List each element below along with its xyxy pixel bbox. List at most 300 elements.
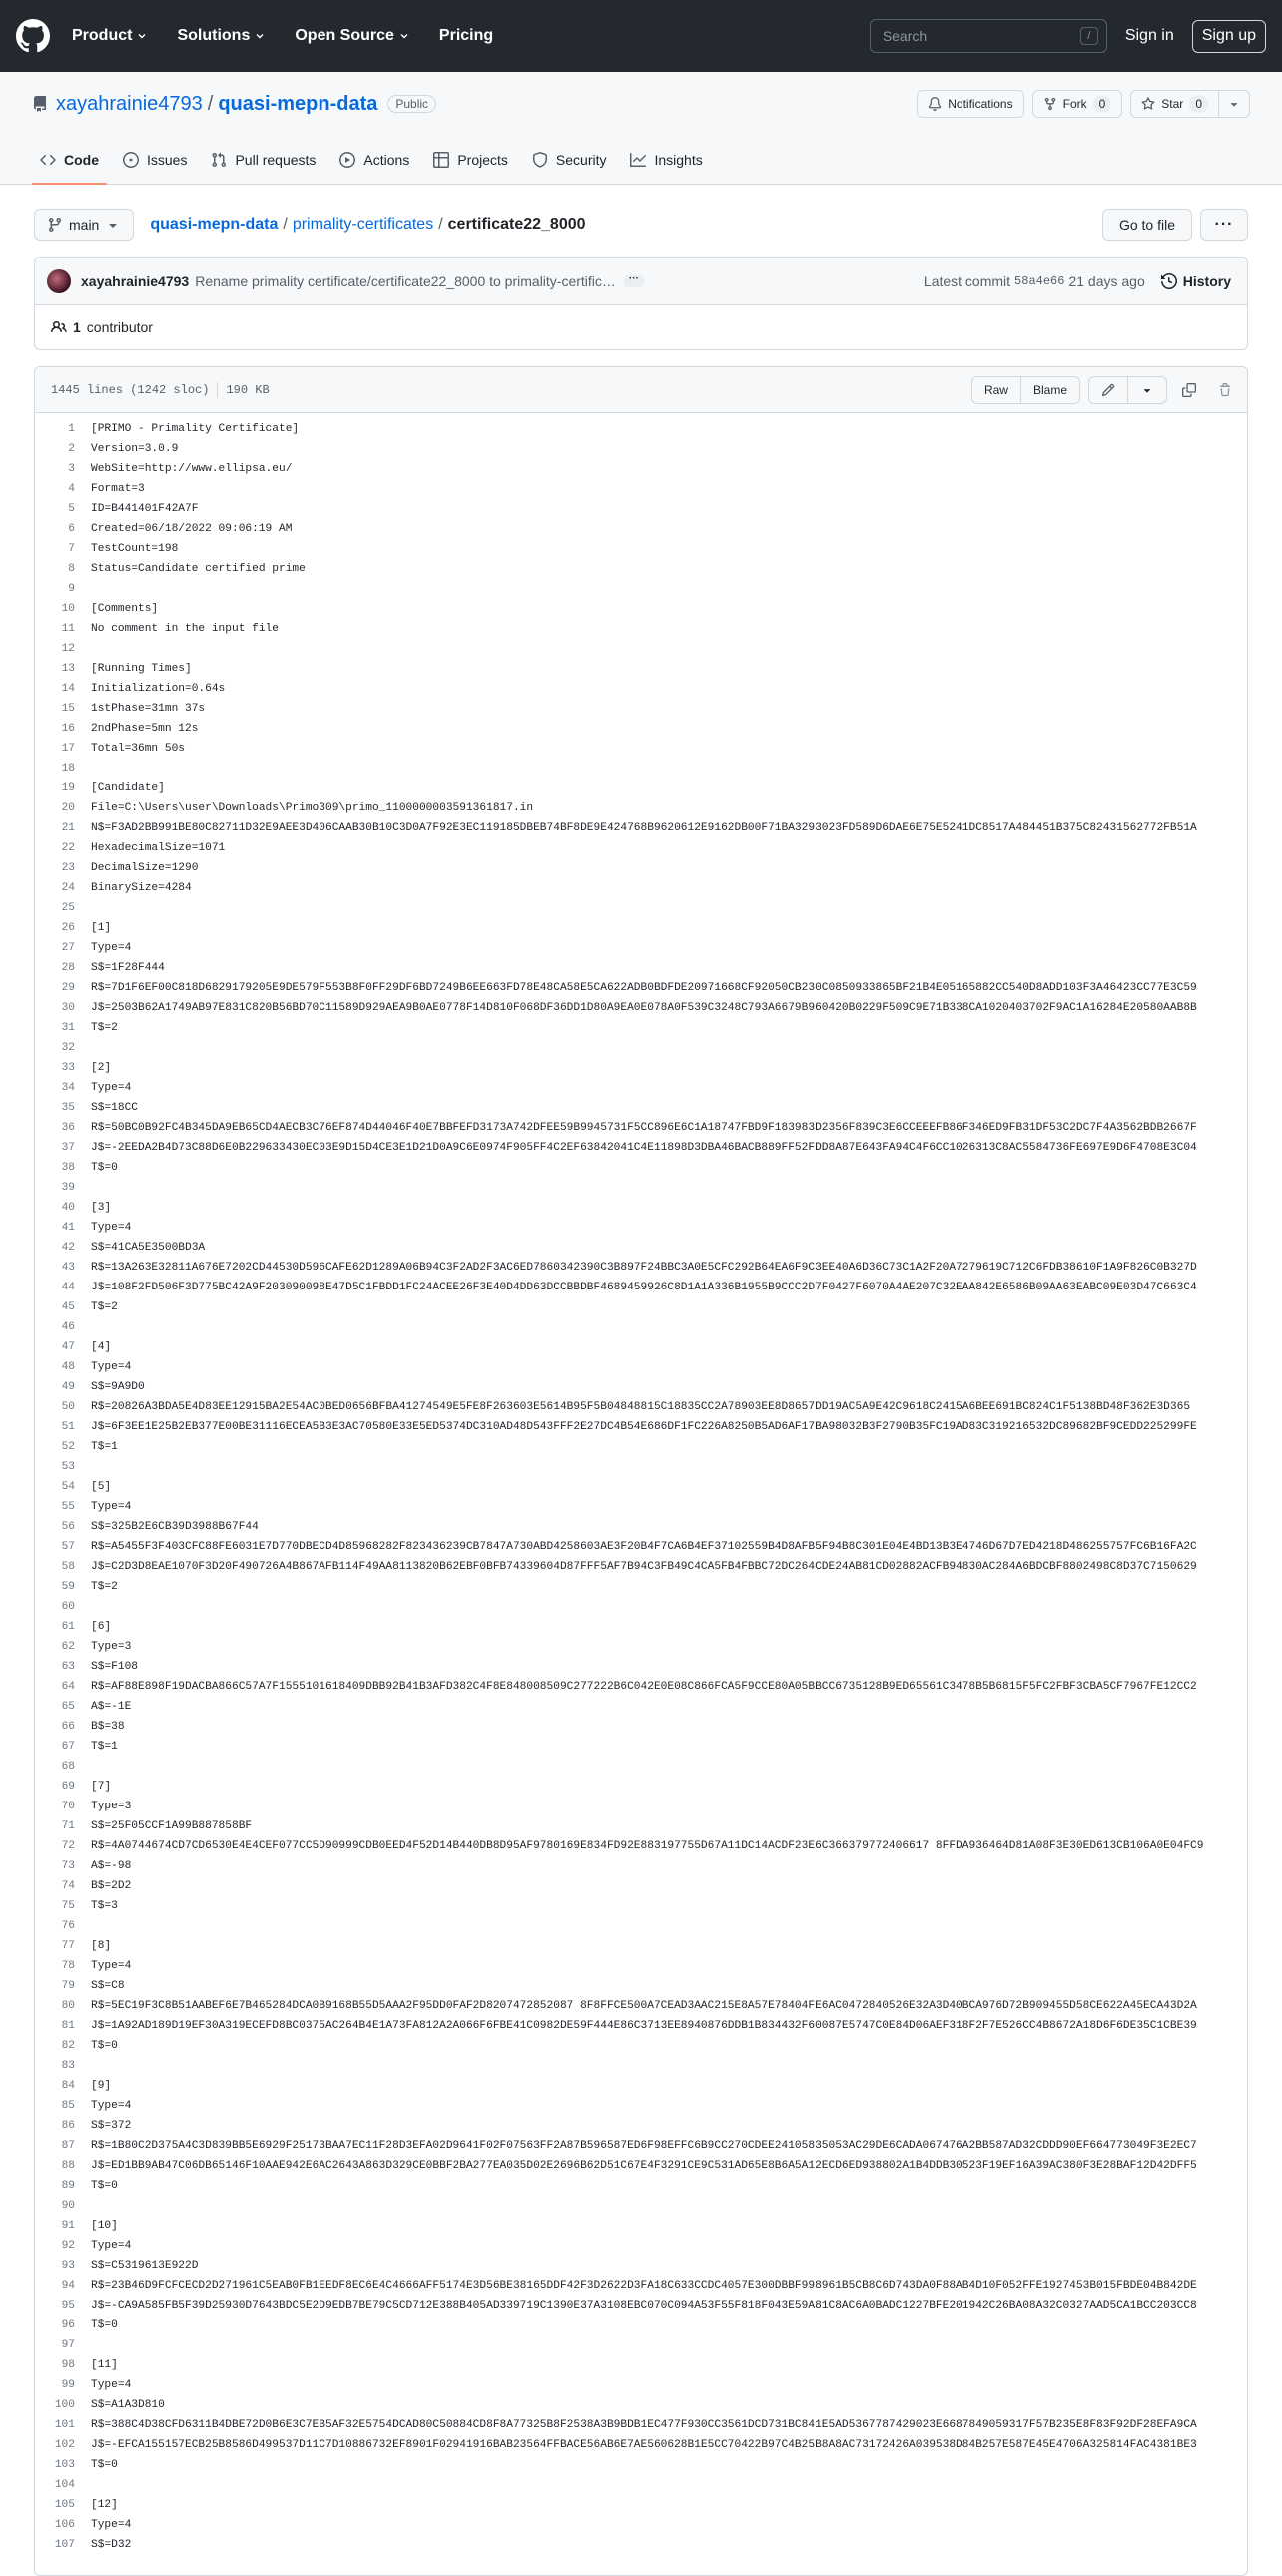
line-number[interactable]: 12 xyxy=(61,643,75,655)
code-line xyxy=(35,1617,1247,1637)
notifications-label: Notifications xyxy=(948,97,1013,111)
bell-icon xyxy=(928,97,942,111)
line-number[interactable]: 28 xyxy=(61,962,75,974)
shield-icon xyxy=(532,152,548,168)
line-content: HexadecimalSize=1071 xyxy=(91,842,226,854)
line-content: [10] xyxy=(91,2220,118,2232)
nav-pricing-label: Pricing xyxy=(438,27,494,44)
line-number[interactable]: 84 xyxy=(61,2080,75,2092)
code-line xyxy=(35,2435,1247,2455)
line-number[interactable]: 91 xyxy=(61,2220,75,2232)
line-content: R$=7D1F6EF00C818D6829179205E9DE579F553B8F0FF29DF6BD7249B6EE663FD78E48CA58E5CA622ADB0BDFDE20971668CF92050CB230C0850933865BF21B4E05165882CC540D8ADD103F3A46423CC77E3C59 xyxy=(91,982,1197,994)
line-content: S$=1F28F444 xyxy=(91,962,165,974)
code-line xyxy=(35,2216,1247,2236)
code-line xyxy=(35,2236,1247,2256)
code-line xyxy=(35,1577,1247,1597)
sign-in-link[interactable]: Sign in xyxy=(1124,27,1174,44)
tab-security[interactable] xyxy=(524,136,615,184)
branch-selector[interactable] xyxy=(34,209,134,241)
code-line xyxy=(35,1038,1247,1058)
line-number[interactable]: 1 xyxy=(68,423,75,435)
line-number[interactable]: 54 xyxy=(61,1481,75,1493)
code-line xyxy=(35,938,1247,958)
chevron-down-icon xyxy=(137,31,147,41)
line-content: B$=2D2 xyxy=(91,1880,132,1892)
line-number[interactable]: 85 xyxy=(61,2100,75,2112)
code-line xyxy=(35,1218,1247,1238)
code-line xyxy=(35,419,1247,439)
line-content: [3] xyxy=(91,1202,112,1214)
line-number[interactable]: 48 xyxy=(61,1361,75,1373)
line-content: T$=0 xyxy=(91,2459,118,2471)
nav-open-source-label: Open Source xyxy=(295,27,394,44)
line-number[interactable]: 15 xyxy=(61,703,75,715)
branch-icon xyxy=(47,217,63,233)
code-line xyxy=(35,459,1247,479)
star-button[interactable] xyxy=(1130,90,1219,118)
code-line xyxy=(35,759,1247,778)
star-dropdown-button[interactable] xyxy=(1219,90,1250,118)
line-content: J$=C2D3D8EAE1070F3D20F490726A4B867AFB114F49AA8113820B62EBF0BFB74339604D87FFF5AF7B94C3FB49C4CA5FB4FBBC72DC264CDE24AB81CD02882ACFB94830AC284A6BDCBF8802498C8D37C7150629 xyxy=(91,1561,1197,1573)
code-line xyxy=(35,2335,1247,2355)
line-number[interactable]: 90 xyxy=(61,2200,75,2212)
line-number[interactable]: 76 xyxy=(61,1920,75,1932)
line-number[interactable]: 21 xyxy=(61,822,75,834)
line-number[interactable]: 35 xyxy=(61,1102,75,1114)
code-line xyxy=(35,679,1247,699)
tab-actions[interactable] xyxy=(331,136,417,184)
line-number[interactable]: 47 xyxy=(61,1341,75,1353)
people-icon xyxy=(51,319,67,335)
line-content: R$=388C4D38CFD6311B4DBE72D0B6E3C7EB5AF32E5754DCAD80C50884CD8F8A77325B8F2538A3B9BDB1EC477F930CC3561DCD731BC841E5AD5367787429023E6687849059317F57B235E8F83F92DF28EFA9CA xyxy=(91,2419,1197,2431)
line-number[interactable]: 32 xyxy=(61,1042,75,1054)
line-number[interactable]: 34 xyxy=(61,1082,75,1094)
line-number[interactable]: 74 xyxy=(61,1880,75,1892)
line-content: S$=F108 xyxy=(91,1661,138,1673)
line-number[interactable]: 82 xyxy=(61,2040,75,2052)
line-number[interactable]: 11 xyxy=(61,623,75,635)
nav-solutions[interactable] xyxy=(177,27,265,45)
line-content: Created=06/18/2022 09:06:19 AM xyxy=(91,523,293,535)
triangle-down-icon xyxy=(1140,383,1154,397)
code-line xyxy=(35,439,1247,459)
line-number[interactable]: 69 xyxy=(61,1781,75,1793)
line-number[interactable]: 13 xyxy=(61,663,75,675)
code-line xyxy=(35,978,1247,998)
code-line xyxy=(35,918,1247,938)
code-line xyxy=(35,1357,1247,1377)
line-number[interactable]: 61 xyxy=(61,1621,75,1633)
line-number[interactable]: 95 xyxy=(61,2300,75,2312)
line-content: Type=4 xyxy=(91,2519,132,2531)
code-line xyxy=(35,2056,1247,2076)
raw-button[interactable]: Raw xyxy=(971,376,1021,404)
code-line xyxy=(35,1178,1247,1198)
code-line xyxy=(35,798,1247,818)
line-number[interactable]: 59 xyxy=(61,1581,75,1593)
tab-insights[interactable] xyxy=(622,136,710,184)
contributors-row[interactable] xyxy=(35,305,1247,349)
line-content: WebSite=http://www.ellipsa.eu/ xyxy=(91,463,293,475)
code-line xyxy=(35,1597,1247,1617)
code-listing xyxy=(35,413,1247,2555)
code-line xyxy=(35,858,1247,878)
more-options-button[interactable]: ··· xyxy=(1200,209,1248,241)
line-number[interactable]: 94 xyxy=(61,2280,75,2292)
code-line xyxy=(35,1797,1247,1816)
code-line xyxy=(35,1717,1247,1737)
line-number[interactable]: 45 xyxy=(61,1301,75,1313)
line-number[interactable]: 6 xyxy=(68,523,75,535)
line-content: R$=AF88E898F19DACBA866C57A7F1555101618409DBB92B41B3AFD382C4F8E848008509C277222B6C042E0E08C866FCA5F9CCE80A05BBCC6735128B9ED65561C3478B5B6815F5FC2FBF3CBA5CF7967FE12CC2 xyxy=(91,1681,1197,1693)
code-line xyxy=(35,699,1247,719)
table-icon xyxy=(433,152,449,168)
line-content: S$=25F05CCF1A99B887858BF xyxy=(91,1820,253,1832)
edit-button[interactable] xyxy=(1088,376,1128,404)
code-line xyxy=(35,739,1247,759)
repo-name-link[interactable]: quasi-mepn-data xyxy=(218,92,378,115)
code-line xyxy=(35,2455,1247,2475)
commit-message-link[interactable]: Rename primality certificate/certificate22_8000 to primality-certific… xyxy=(195,272,616,289)
search-placeholder: Search xyxy=(882,28,928,44)
line-content: S$=372 xyxy=(91,2120,132,2132)
tab-issues[interactable] xyxy=(115,136,195,184)
repo-owner-link[interactable]: xayahrainie4793 xyxy=(56,92,203,115)
code-line xyxy=(35,1976,1247,1996)
copy-button[interactable] xyxy=(1175,376,1203,404)
code-line xyxy=(35,2375,1247,2395)
line-number[interactable]: 107 xyxy=(54,2539,75,2551)
expand-commit-button[interactable]: ··· xyxy=(624,275,644,287)
line-number[interactable]: 72 xyxy=(61,1840,75,1852)
line-number[interactable]: 43 xyxy=(61,1262,75,1274)
line-number[interactable]: 3 xyxy=(68,463,75,475)
line-number[interactable]: 49 xyxy=(61,1381,75,1393)
history-icon xyxy=(1161,273,1177,289)
line-number[interactable]: 41 xyxy=(61,1222,75,1234)
line-number[interactable]: 63 xyxy=(61,1661,75,1673)
line-number[interactable]: 40 xyxy=(61,1202,75,1214)
line-content: Total=36mn 50s xyxy=(91,743,185,755)
line-number[interactable]: 36 xyxy=(61,1122,75,1134)
code-line xyxy=(35,1537,1247,1557)
code-line xyxy=(35,818,1247,838)
search-input[interactable] xyxy=(870,19,1107,53)
nav-product[interactable] xyxy=(72,27,147,45)
line-number[interactable]: 97 xyxy=(61,2339,75,2351)
pencil-icon xyxy=(1101,383,1115,397)
line-number[interactable]: 104 xyxy=(54,2479,75,2491)
code-line xyxy=(35,1238,1247,1258)
code-line xyxy=(35,2036,1247,2056)
line-number[interactable]: 17 xyxy=(61,743,75,755)
star-count: 0 xyxy=(1189,95,1208,113)
line-content: ID=B441401F42A7F xyxy=(91,503,199,515)
line-number[interactable]: 79 xyxy=(61,1980,75,1992)
commit-box xyxy=(34,257,1248,350)
code-line xyxy=(35,1777,1247,1797)
line-content: Type=4 xyxy=(91,1361,132,1373)
line-content: J$=ED1BB9AB47C06DB65146F10AAE942E6AC2643A863D329CE0BBF2BA277EA035D02E2696B62D51C67E4F3291CE9C531AD65E8B6A5A12ECD6ED938802A1B4DDB30523F19EF16A39AC380F3E28BAF12D42DFF5 xyxy=(91,2160,1197,2172)
breadcrumb-repo-link[interactable]: quasi-mepn-data xyxy=(150,216,279,233)
code-line xyxy=(35,1098,1247,1118)
code-line xyxy=(35,1477,1247,1497)
triangle-down-icon xyxy=(1227,97,1241,111)
line-content: [11] xyxy=(91,2359,118,2371)
code-line xyxy=(35,2156,1247,2176)
line-number[interactable]: 29 xyxy=(61,982,75,994)
line-number[interactable]: 65 xyxy=(61,1701,75,1713)
line-number[interactable]: 7 xyxy=(68,543,75,555)
code-line xyxy=(35,479,1247,499)
edit-dropdown-button[interactable] xyxy=(1128,376,1167,404)
line-content: Type=4 xyxy=(91,1222,132,1234)
code-line xyxy=(35,898,1247,918)
line-number[interactable]: 39 xyxy=(61,1182,75,1194)
avatar[interactable] xyxy=(47,269,71,293)
line-number[interactable]: 89 xyxy=(61,2180,75,2192)
nav-open-source[interactable] xyxy=(295,27,409,45)
file-toolbar xyxy=(971,376,1239,404)
commit-sha-link[interactable]: 58a4e66 xyxy=(1014,273,1065,288)
code-icon xyxy=(40,152,56,168)
line-number[interactable]: 27 xyxy=(61,942,75,954)
breadcrumb xyxy=(150,216,585,234)
line-content: R$=5EC19F3C8B51AABEF6E7B465284DCA0B9168B55D5AAA2F95DD0FAF2D8207472852087 8F8FFCE500A7CEAD3AAC215E8A57E78404FE6AC0472840526E32A3D40BCA976D72B909455D58CE622A45ECA43D2A xyxy=(91,2000,1197,2012)
line-number[interactable]: 99 xyxy=(61,2379,75,2391)
code-line xyxy=(35,2276,1247,2296)
code-line xyxy=(35,958,1247,978)
code-line xyxy=(35,2535,1247,2555)
commit-author-link[interactable]: xayahrainie4793 xyxy=(81,272,190,289)
line-number[interactable]: 106 xyxy=(54,2519,75,2531)
line-number[interactable]: 75 xyxy=(61,1900,75,1912)
code-line xyxy=(35,1876,1247,1896)
line-content: Type=4 xyxy=(91,942,132,954)
line-number[interactable]: 73 xyxy=(61,1860,75,1872)
tab-security-label: Security xyxy=(555,152,607,168)
tab-actions-label: Actions xyxy=(363,152,410,168)
code-line xyxy=(35,2116,1247,2136)
line-number[interactable]: 83 xyxy=(61,2060,75,2072)
breadcrumb-separator: / xyxy=(438,216,443,233)
code-line xyxy=(35,619,1247,639)
line-number[interactable]: 87 xyxy=(61,2140,75,2152)
tab-pull-requests[interactable] xyxy=(203,136,323,184)
line-number[interactable]: 26 xyxy=(61,922,75,934)
line-number[interactable]: 62 xyxy=(61,1641,75,1653)
tab-projects[interactable] xyxy=(425,136,516,184)
line-number[interactable]: 50 xyxy=(61,1401,75,1413)
line-number[interactable]: 80 xyxy=(61,2000,75,2012)
line-number[interactable]: 103 xyxy=(54,2459,75,2471)
code-line xyxy=(35,559,1247,579)
line-content: R$=23B46D9FCFCECD2D271961C5EAB0FB1EEDF8EC6E4C4666AFF5174E3D56BE38165DDF42F3D2622D3FA18C633CCDC4057E300DBBF998961B5CB8C6D743DA0F88AB4D10F052FFE1927453B015FBDE04B842DE xyxy=(91,2280,1197,2292)
line-number[interactable]: 46 xyxy=(61,1321,75,1333)
code-line xyxy=(35,1457,1247,1477)
code-line xyxy=(35,639,1247,659)
line-number[interactable]: 101 xyxy=(54,2419,75,2431)
line-number[interactable]: 33 xyxy=(61,1062,75,1074)
code-line xyxy=(35,1836,1247,1856)
line-number[interactable]: 52 xyxy=(61,1441,75,1453)
line-number[interactable]: 22 xyxy=(61,842,75,854)
line-content: J$=-2EEDA2B4D73C88D6E0B229633430EC03E9D15D4CE3E1D21D0A9C6E0974F905FF4C2EF63842041C4E11898D3DBA46BACB889FF52FDD8A87E643FA94C4F6CC1026313C8AC5584736FE697E9D6F4708E3C04 xyxy=(91,1142,1197,1154)
notifications-button[interactable] xyxy=(917,90,1023,118)
tab-code[interactable] xyxy=(32,136,107,184)
line-content: [9] xyxy=(91,2080,112,2092)
line-number[interactable]: 64 xyxy=(61,1681,75,1693)
line-number[interactable]: 53 xyxy=(61,1461,75,1473)
search-shortcut-key: / xyxy=(1080,27,1098,45)
line-number[interactable]: 102 xyxy=(54,2439,75,2451)
line-content: J$=-CA9A585FB5F39D25930D7643BDC5E2D9EDB7BE79C5CD712E388B405AD339719C1390E37A3108EBC070C094A53F55F818F043E59A81C8AC6A0BADC1227BFE201942C26BA08A32C0327AAD5CA1BCC203CC8 xyxy=(91,2300,1197,2312)
code-line xyxy=(35,1317,1247,1337)
delete-button[interactable] xyxy=(1211,376,1239,404)
code-line xyxy=(35,2256,1247,2276)
line-number[interactable]: 24 xyxy=(61,882,75,894)
github-logo-icon[interactable] xyxy=(16,19,50,53)
line-content: A$=-98 xyxy=(91,1860,132,1872)
line-number[interactable]: 70 xyxy=(61,1801,75,1812)
history-button[interactable] xyxy=(1161,273,1231,289)
line-content: [1] xyxy=(91,922,112,934)
line-number[interactable]: 66 xyxy=(61,1721,75,1733)
code-line xyxy=(35,2316,1247,2335)
chevron-down-icon xyxy=(399,31,409,41)
line-number[interactable]: 2 xyxy=(68,443,75,455)
line-number[interactable]: 38 xyxy=(61,1162,75,1174)
code-line xyxy=(35,2355,1247,2375)
line-content: Type=4 xyxy=(91,1501,132,1513)
line-number[interactable]: 92 xyxy=(61,2240,75,2252)
line-content: S$=D32 xyxy=(91,2539,132,2551)
breadcrumb-separator: / xyxy=(283,216,288,233)
code-line xyxy=(35,1497,1247,1517)
blame-button[interactable]: Blame xyxy=(1021,376,1080,404)
code-line xyxy=(35,599,1247,619)
code-line xyxy=(35,1896,1247,1916)
line-number[interactable]: 44 xyxy=(61,1282,75,1293)
line-number[interactable]: 78 xyxy=(61,1960,75,1972)
file-header xyxy=(35,367,1247,413)
fork-button[interactable] xyxy=(1032,90,1123,118)
line-number[interactable]: 5 xyxy=(68,503,75,515)
line-content: BinarySize=4284 xyxy=(91,882,192,894)
line-number[interactable]: 19 xyxy=(61,782,75,794)
line-content: Type=4 xyxy=(91,2379,132,2391)
go-to-file-button[interactable]: Go to file xyxy=(1102,209,1192,241)
line-number[interactable]: 42 xyxy=(61,1242,75,1254)
line-number[interactable]: 60 xyxy=(61,1601,75,1613)
line-number[interactable]: 56 xyxy=(61,1521,75,1533)
file-size-info: 190 KB xyxy=(226,382,270,397)
line-content: S$=C8 xyxy=(91,1980,125,1992)
line-number[interactable]: 100 xyxy=(54,2399,75,2411)
line-number[interactable]: 9 xyxy=(68,583,75,595)
line-content: Status=Candidate certified prime xyxy=(91,563,306,575)
line-content: Type=4 xyxy=(91,2100,132,2112)
line-number[interactable]: 58 xyxy=(61,1561,75,1573)
line-number[interactable]: 98 xyxy=(61,2359,75,2371)
code-line xyxy=(35,778,1247,798)
global-header xyxy=(0,0,1282,72)
line-number[interactable]: 55 xyxy=(61,1501,75,1513)
line-content: [6] xyxy=(91,1621,112,1633)
sign-up-button[interactable]: Sign up xyxy=(1192,20,1266,53)
fork-label: Fork xyxy=(1062,97,1087,111)
line-number[interactable]: 81 xyxy=(61,2020,75,2032)
line-number[interactable]: 8 xyxy=(68,563,75,575)
line-content: Format=3 xyxy=(91,483,145,495)
line-number[interactable]: 18 xyxy=(61,763,75,774)
line-content: No comment in the input file xyxy=(91,623,279,635)
line-content: [PRIMO - Primality Certificate] xyxy=(91,423,300,435)
line-number[interactable]: 10 xyxy=(61,603,75,615)
latest-commit-label: Latest commit xyxy=(923,272,1011,289)
line-number[interactable]: 25 xyxy=(61,902,75,914)
line-number[interactable]: 37 xyxy=(61,1142,75,1154)
line-number[interactable]: 57 xyxy=(61,1541,75,1553)
visibility-badge: Public xyxy=(387,95,436,113)
code-line xyxy=(35,1118,1247,1138)
latest-commit-row xyxy=(35,258,1247,305)
triangle-down-icon xyxy=(105,217,121,233)
line-content: Type=3 xyxy=(91,1801,132,1812)
line-number[interactable]: 16 xyxy=(61,723,75,735)
line-number[interactable]: 14 xyxy=(61,683,75,695)
code-line xyxy=(35,1437,1247,1457)
code-line xyxy=(35,2016,1247,2036)
line-number[interactable]: 96 xyxy=(61,2319,75,2331)
line-number[interactable]: 23 xyxy=(61,862,75,874)
breadcrumb-dir-link[interactable]: primality-certificates xyxy=(292,216,434,233)
line-content: R$=20826A3BDA5E4D83EE12915BA2E54AC0BED0656BFBA41274549E5FE8F263603E5614B95F5B04848815C18835CC2A78903EE8D8657DD19AC5A9E42C9618C2415A6BEE691BC824C1F5138BD48F362E3D365 xyxy=(91,1401,1191,1413)
line-content: J$=-EFCA155157ECB25B8586D499537D11C7D10886732EF8901F02941916BAB23564FFBACE56AB6E7AE560628B1E5CC70422B97C4B25B8A8AC73172426A039538D84B257E587E45E4706A325814FAC4381BE3 xyxy=(91,2439,1197,2451)
line-content: J$=108F2FD506F3D775BC42A9F203090098E47D5C1FBDD1FC24ACEE26F3E40D4DD63DCCBBDBF4689459926C8D1A1A336B1955B9CCC2D7F0427F6070A4AE207C32EAA842E6586B09AA63EABC09E03D47C663C4 xyxy=(91,1282,1197,1293)
line-content: S$=A1A3D810 xyxy=(91,2399,165,2411)
code-line xyxy=(35,1936,1247,1956)
line-number[interactable]: 93 xyxy=(61,2260,75,2272)
tab-pull-requests-label: Pull requests xyxy=(235,152,317,168)
line-number[interactable]: 31 xyxy=(61,1022,75,1034)
line-content: J$=1A92AD189D19EF30A319ECEFD8BC0375AC264B4E1A73FA812A2A066F6FBE41C0982DE59F444E86C3713EE8940876DDB1B834432F60087E5747C0E84D06AEF318F2F7E526CC4B8672A18D6F6DE35C1CBE39 xyxy=(91,2020,1197,2032)
nav-pricing[interactable] xyxy=(439,27,493,45)
line-number[interactable]: 4 xyxy=(68,483,75,495)
line-number[interactable]: 105 xyxy=(54,2499,75,2511)
line-number[interactable]: 51 xyxy=(61,1421,75,1433)
chevron-down-icon xyxy=(255,31,265,41)
line-number[interactable]: 88 xyxy=(61,2160,75,2172)
line-content: TestCount=198 xyxy=(91,543,179,555)
code-line xyxy=(35,2076,1247,2096)
code-line xyxy=(35,499,1247,519)
nav-solutions-label: Solutions xyxy=(177,27,251,44)
repo-header xyxy=(0,72,1282,185)
code-line xyxy=(35,719,1247,739)
line-content: Type=4 xyxy=(91,1960,132,1972)
line-number[interactable]: 71 xyxy=(61,1820,75,1832)
line-number[interactable]: 68 xyxy=(61,1761,75,1773)
code-line xyxy=(35,1517,1247,1537)
code-line xyxy=(35,2475,1247,2495)
line-number[interactable]: 67 xyxy=(61,1741,75,1753)
line-number[interactable]: 77 xyxy=(61,1940,75,1952)
file-path-row xyxy=(34,209,1248,241)
line-number[interactable]: 30 xyxy=(61,1002,75,1014)
line-number[interactable]: 86 xyxy=(61,2120,75,2132)
line-number[interactable]: 20 xyxy=(61,802,75,814)
